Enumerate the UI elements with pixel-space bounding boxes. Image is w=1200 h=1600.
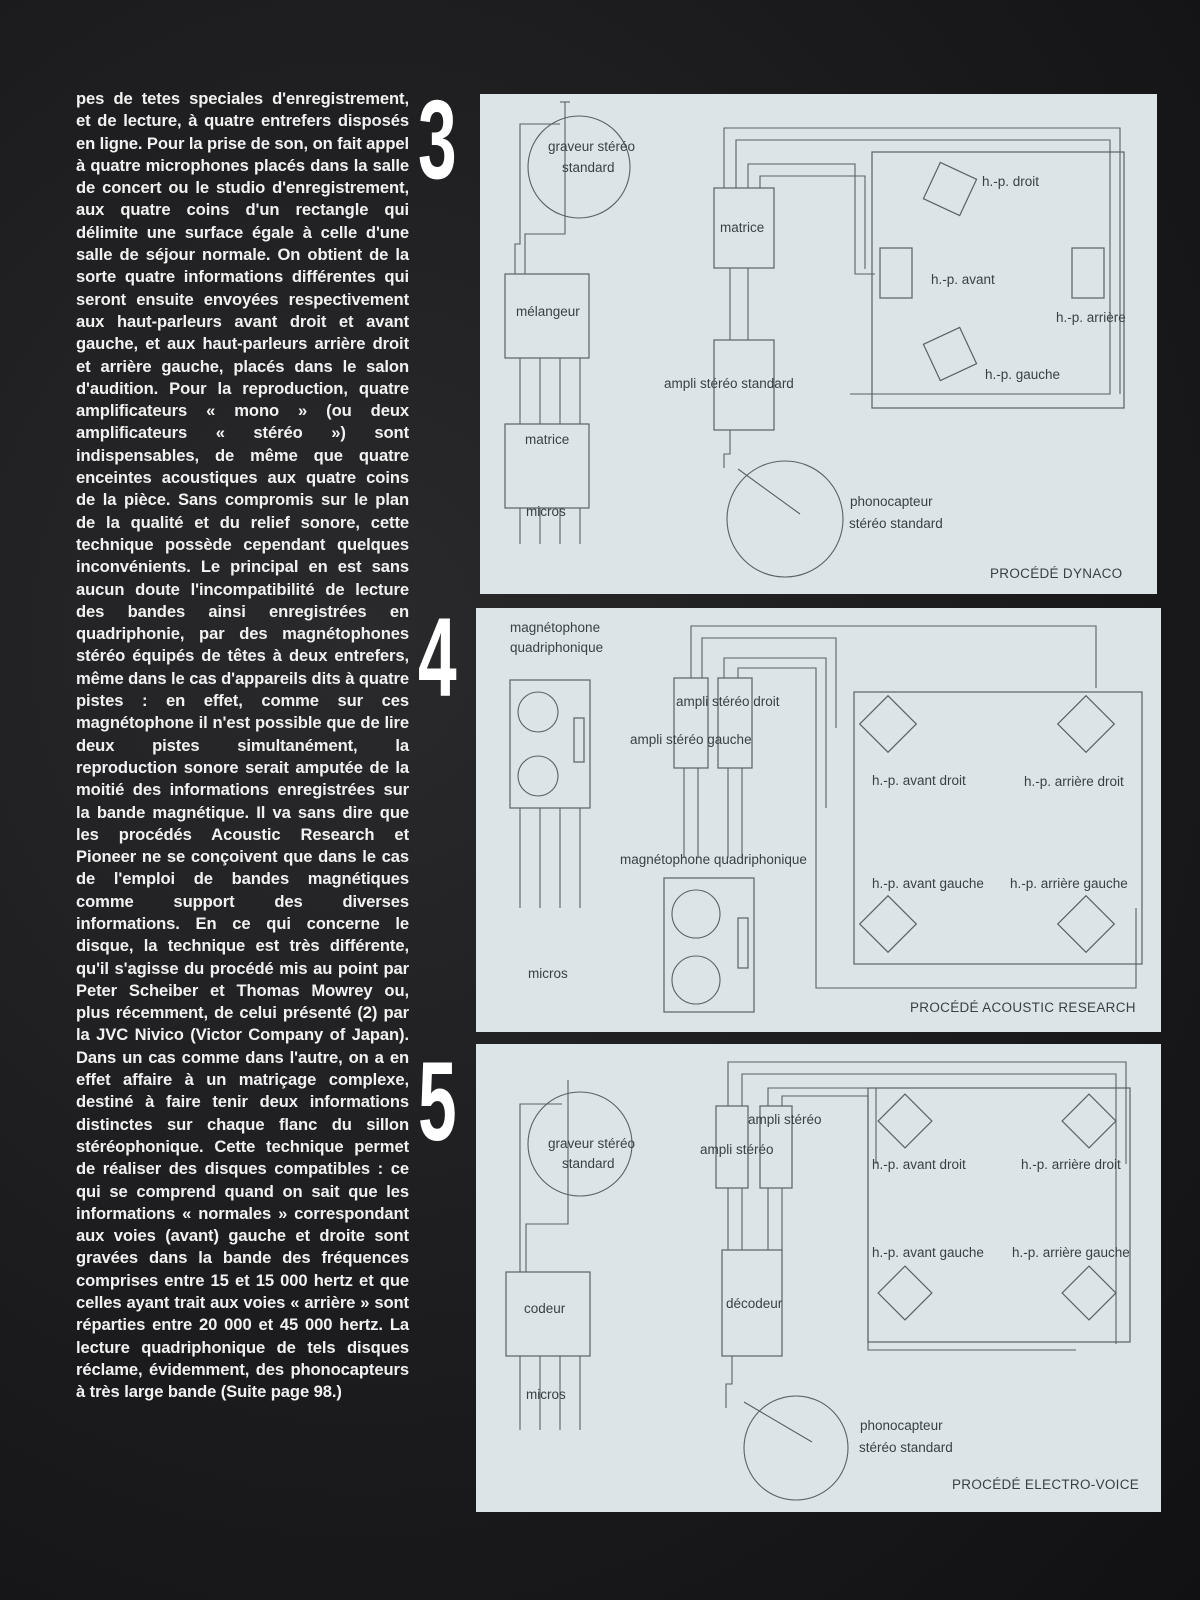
label-graveur-standard-5: standard	[562, 1156, 615, 1171]
label-matrice-left: matrice	[525, 432, 570, 447]
speaker-arriere-gauche-icon-5	[1062, 1266, 1116, 1320]
label-hp-avant-droit-4: h.-p. avant droit	[872, 773, 966, 788]
label-ampli-1: ampli stéréo	[748, 1112, 822, 1127]
label-micros-5: micros	[526, 1387, 566, 1402]
label-hp-avant-gauche-4: h.-p. avant gauche	[872, 876, 984, 891]
speaker-avant-droit-icon	[860, 696, 917, 753]
label-phonocapteur-5: phonocapteur	[860, 1418, 943, 1433]
speaker-arriere-droit-icon	[1058, 696, 1115, 753]
diagram-acoustic-research	[476, 608, 1161, 1032]
label-melangeur: mélangeur	[516, 304, 580, 319]
label-phono-standard-5: stéréo standard	[859, 1440, 953, 1455]
speaker-gauche-icon	[923, 327, 976, 380]
label-magneto-quadriphonique: magnétophone quadriphonique	[620, 852, 807, 867]
speaker-arriere-droit-icon-5	[1062, 1094, 1116, 1148]
label-ampli: ampli stéréo standard	[664, 376, 794, 391]
label-codeur: codeur	[524, 1301, 566, 1316]
box-ampli-droit	[674, 678, 708, 768]
room-rect-4	[854, 692, 1142, 964]
caption-acoustic-research: PROCÉDÉ ACOUSTIC RESEARCH	[910, 1000, 1136, 1015]
label-micros: micros	[526, 504, 566, 519]
label-ampli-2: ampli stéréo	[700, 1142, 774, 1157]
label-hp-arriere-droit-5: h.-p. arrière droit	[1021, 1157, 1121, 1172]
label-graveur-standard: standard	[562, 160, 615, 175]
label-hp-arriere-droit-4: h.-p. arrière droit	[1024, 774, 1124, 789]
speaker-arriere-gauche-icon	[1058, 896, 1115, 953]
figure-5-panel	[476, 1044, 1161, 1512]
figure-number-5: 5	[418, 1039, 457, 1164]
label-phono-standard: stéréo standard	[849, 516, 943, 531]
article-column	[76, 88, 409, 1404]
room-rect-5	[868, 1088, 1130, 1342]
diagram-electro-voice	[476, 1044, 1161, 1512]
label-magneto: magnétophone	[510, 620, 601, 635]
label-hp-gauche: h.-p. gauche	[985, 367, 1061, 382]
label-hp-arriere: h.-p. arrière	[1056, 310, 1126, 325]
caption-dynaco: PROCÉDÉ DYNACO	[990, 566, 1123, 581]
label-decodeur: décodeur	[726, 1296, 783, 1311]
speaker-arriere-icon	[1072, 248, 1104, 298]
label-hp-arriere-gauche-4: h.-p. arrière gauche	[1010, 876, 1128, 891]
article-text: pes de tetes speciales d'enregistrement, et de lecture, à quatre entrefers disposés en ligne. Pour la prise de son, on fait appel à quatre microphones placés dans la salle de concert ou le studio d'enregistrement, aux quatre coins d'un rectangle qui délimite une surface égale à celle d'une salle de séjour normale. On obtient de la sorte quatre informations différentes qui seront ensuite envoyées respectivement aux haut-parleurs avant droit et avant gauche, et aux haut-parleurs arrière droit et arrière gauche, placés dans le salon d'audition. Pour la reproduction, quatre amplificateurs « mono » (ou deux amplificateurs « stéréo ») sont indispensables, de même que quatre enceintes acoustiques aux quatre coins de la pièce. Sans compromis sur le plan de la qualité et du relief sonore, cette technique possède cependant quelques inconvénients. Le principal en est sans aucun doute l'incompatibilité de lecture des bandes ainsi enregistrées en quadriphonie, par des magnétophones stéréo équipés de têtes à deux entrefers, même dans le cas d'appareils dits à quatre pistes : en effet, comme sur ces magnétophone il n'est possible que de lire deux pistes simultanément, la reproduction sonore serait amputée de la moitié des informations enregistrées sur la bande magnétique. Il va sans dire que les procédés Acoustic Research et Pioneer ne se conçoivent que dans le cas de l'emploi de bandes magnétiques comme support des diverses informations. En ce qui concerne le disque, la technique est très différente, qu'il s'agisse du procédé mis au point par Peter Scheiber et Thomas Mowrey ou, plus récemment, de celui présenté (2) par la JVC Nivico (Victor Company of Japan). Dans un cas comme dans l'autre, on a en effet affaire à un matriçage complexe, destiné à faire tenir deux informations distinctes sur chaque flanc du sillon stéréophonique. Cette technique permet de réaliser des disques compatibles : ce qui se comprend quand on sait que les informations « normales » correspondant aux voies (avant) gauche et droite sont gravées dans la bande des fréquences comprises entre 15 et 15 000 hertz et que celles ayant trait aux voies « arrière » sont réparties entre 20 000 et 45 000 hertz. La lecture quadriphonique de tels disques réclame, évidemment, des phonocapteurs à très large bande (Suite page 98.)	[76, 89, 409, 1402]
label-magneto-quad: quadriphonique	[510, 640, 604, 655]
figure-3-panel	[480, 94, 1157, 594]
speaker-avant-droit-icon-5	[878, 1094, 932, 1148]
label-ampli-gauche: ampli stéréo gauche	[630, 732, 752, 747]
diagram-dynaco	[480, 94, 1157, 594]
speaker-avant-gauche-icon	[860, 896, 917, 953]
figure-number-4: 4	[418, 595, 457, 720]
label-matrice-center: matrice	[720, 220, 765, 235]
label-ampli-droit: ampli stéréo droit	[676, 694, 780, 709]
speaker-droit-icon	[923, 162, 976, 215]
label-hp-avant-droit-5: h.-p. avant droit	[872, 1157, 966, 1172]
caption-electro-voice: PROCÉDÉ ELECTRO-VOICE	[952, 1477, 1140, 1492]
label-hp-avant: h.-p. avant	[931, 272, 995, 287]
box-ampli-gauche	[718, 678, 752, 768]
label-micros-4: micros	[528, 966, 568, 981]
speaker-avant-icon	[880, 248, 912, 298]
label-graveur-5: graveur stéréo	[548, 1136, 636, 1151]
turntable-icon	[727, 461, 843, 577]
label-hp-avant-gauche-5: h.-p. avant gauche	[872, 1245, 984, 1260]
label-phonocapteur: phonocapteur	[850, 494, 933, 509]
figure-number-3: 3	[418, 77, 457, 202]
label-hp-droit: h.-p. droit	[982, 174, 1040, 189]
speaker-avant-gauche-icon-5	[878, 1266, 932, 1320]
label-graveur: graveur stéréo	[548, 139, 636, 154]
figure-4-panel	[476, 608, 1161, 1032]
label-hp-arriere-gauche-5: h.-p. arrière gauche	[1012, 1245, 1130, 1260]
